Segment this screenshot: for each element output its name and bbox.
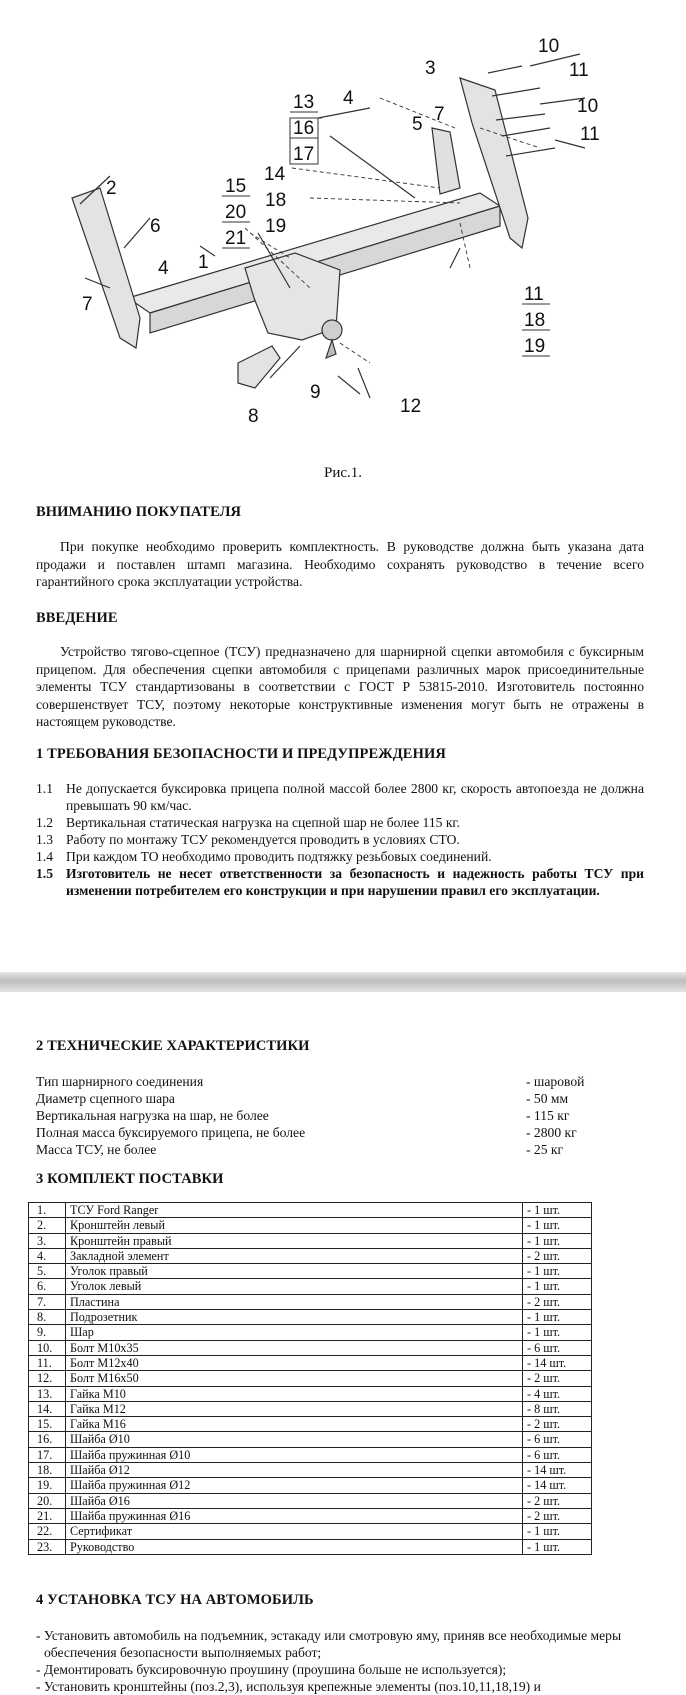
kit-item-name: Пластина [66, 1294, 523, 1309]
callout-21: 21 [225, 228, 247, 249]
kit-item-qty: - 1 шт. [523, 1218, 592, 1233]
kit-item-name: Болт М16х50 [66, 1371, 523, 1386]
table-row [29, 1508, 592, 1523]
callout-19: 19 [265, 216, 287, 237]
spec-row: Тип шарнирного соединения - шаровой [36, 1074, 585, 1089]
callout-15: 15 [225, 176, 247, 197]
callout-7-left: 7 [82, 294, 93, 315]
callout-7-top: 7 [434, 104, 445, 125]
table-row [29, 1340, 592, 1355]
kit-item-qty: - 6 шт. [523, 1432, 592, 1447]
safety-item: 1.2 Вертикальная статическая нагрузка на сцепной шар не более 115 кг. [36, 815, 460, 830]
kit-item-name: Гайка М16 [66, 1417, 523, 1432]
kit-item-name: Шайба Ø10 [66, 1432, 523, 1447]
install-heading: 4 УСТАНОВКА ТСУ НА АВТОМОБИЛЬ [36, 1592, 314, 1608]
table-row [29, 1386, 592, 1401]
kit-item-number: 2. [29, 1218, 66, 1233]
table-row [29, 1233, 592, 1248]
kit-item-number: 7. [29, 1294, 66, 1309]
assembly-figure [40, 28, 660, 438]
kit-item-number: 17. [29, 1447, 66, 1462]
kit-item-qty: - 6 шт. [523, 1340, 592, 1355]
spec-row: Полная масса буксируемого прицепа, не более - 2800 кг [36, 1125, 577, 1140]
callout-9: 9 [310, 382, 321, 403]
kit-item-name: Шайба Ø16 [66, 1493, 523, 1508]
callout-16: 16 [293, 118, 315, 139]
table-row [29, 1355, 592, 1370]
kit-item-qty: - 1 шт. [523, 1233, 592, 1248]
kit-item-name: Закладной элемент [66, 1248, 523, 1263]
table-row [29, 1294, 592, 1309]
kit-item-name: Гайка М10 [66, 1386, 523, 1401]
kit-item-name: Шайба Ø12 [66, 1463, 523, 1478]
specs-heading: 2 ТЕХНИЧЕСКИЕ ХАРАКТЕРИСТИКИ [36, 1038, 310, 1054]
kit-item-qty: - 6 шт. [523, 1447, 592, 1462]
kit-item-number: 12. [29, 1371, 66, 1386]
kit-item-name: Болт М12х40 [66, 1355, 523, 1370]
table-row [29, 1463, 592, 1478]
intro-text: Устройство тягово-сцепное (ТСУ) предназначено для шарнирной сцепки автомобиля с буксирным прицепом. Для обеспечения сцепки автомобиля с прицепами различных марок присоединительные элементы ТСУ стандартизованы в соответствии с ГОСТ Р 53815-2010. Изготовитель постоянно совершенствует ТСУ, поэтому некоторые конструктивные изменения могут быть не отражены в настоящем руководстве. [36, 644, 644, 729]
kit-item-qty: - 2 шт. [523, 1371, 592, 1386]
kit-item-qty: - 1 шт. [523, 1539, 592, 1554]
kit-item-name: Болт М10х35 [66, 1340, 523, 1355]
callout-18-bottom: 18 [524, 310, 546, 331]
callout-2: 2 [106, 178, 117, 199]
callout-11-mid: 11 [580, 124, 600, 145]
kit-item-qty: - 14 шт. [523, 1463, 592, 1478]
safety-item: 1.4 При каждом ТО необходимо проводить подтяжку резьбовых соединений. [36, 849, 492, 864]
kit-item-number: 21. [29, 1508, 66, 1523]
kit-item-number: 5. [29, 1264, 66, 1279]
kit-item-name: Шайба пружинная Ø10 [66, 1447, 523, 1462]
intro-heading: ВВЕДЕНИЕ [36, 610, 118, 626]
kit-item-name: Сертификат [66, 1524, 523, 1539]
table-row [29, 1203, 592, 1218]
kit-item-number: 3. [29, 1233, 66, 1248]
table-row [29, 1432, 592, 1447]
table-row [29, 1478, 592, 1493]
spec-row: Диаметр сцепного шара - 50 мм [36, 1091, 569, 1106]
kit-item-number: 4. [29, 1248, 66, 1263]
safety-item: 1.1 Не допускается буксировка прицепа полной массой более 2800 кг, скорость автопоезда не должна превышать 90 км/час. [36, 781, 644, 813]
callout-10-top: 10 [538, 36, 560, 57]
safety-item: 1.3 Работу по монтажу ТСУ рекомендуется проводить в условиях СТО. [36, 832, 460, 847]
kit-item-qty: - 2 шт. [523, 1248, 592, 1263]
kit-item-qty: - 2 шт. [523, 1417, 592, 1432]
kit-item-number: 15. [29, 1417, 66, 1432]
kit-item-name: Уголок правый [66, 1264, 523, 1279]
kit-item-name: Кронштейн левый [66, 1218, 523, 1233]
kit-item-qty: - 1 шт. [523, 1203, 592, 1218]
kit-item-qty: - 14 шт. [523, 1478, 592, 1493]
kit-item-number: 10. [29, 1340, 66, 1355]
callout-11-top: 11 [569, 60, 589, 81]
install-step: - Установить кронштейны (поз.2,3), используя крепежные элементы (поз.10,11,18,19) и [36, 1679, 541, 1694]
kit-table [28, 1202, 592, 1555]
kit-item-name: Уголок левый [66, 1279, 523, 1294]
kit-item-number: 20. [29, 1493, 66, 1508]
table-row [29, 1493, 592, 1508]
callout-11-bottom: 11 [524, 284, 544, 305]
table-row [29, 1264, 592, 1279]
kit-item-number: 9. [29, 1325, 66, 1340]
callout-12: 12 [400, 396, 422, 417]
kit-item-qty: - 1 шт. [523, 1325, 592, 1340]
callout-8: 8 [248, 406, 259, 427]
callout-17: 17 [293, 144, 315, 165]
callout-14: 14 [264, 164, 286, 185]
towbar-drawing [40, 28, 660, 438]
table-row [29, 1417, 592, 1432]
kit-item-qty: - 2 шт. [523, 1294, 592, 1309]
install-list [36, 1627, 636, 1695]
callout-1: 1 [198, 252, 209, 273]
kit-item-qty: - 14 шт. [523, 1355, 592, 1370]
table-row [29, 1371, 592, 1386]
callout-6: 6 [150, 216, 161, 237]
install-step: - Демонтировать буксировочную проушину (проушина больше не используется); [36, 1662, 507, 1677]
install-step: - Установить автомобиль на подъемник, эстакаду или смотровую яму, приняв все необходимые меры обеспечения безопасности выполняемых работ; [36, 1628, 622, 1660]
kit-heading: 3 КОМПЛЕКТ ПОСТАВКИ [36, 1171, 224, 1187]
kit-item-qty: - 8 шт. [523, 1401, 592, 1416]
kit-item-number: 11. [29, 1355, 66, 1370]
table-row [29, 1401, 592, 1416]
callout-4-top: 4 [343, 88, 354, 109]
kit-item-name: Гайка М12 [66, 1401, 523, 1416]
table-row [29, 1248, 592, 1263]
callout-10-mid: 10 [577, 96, 599, 117]
table-row [29, 1310, 592, 1325]
callout-5: 5 [412, 114, 423, 135]
callout-18: 18 [265, 190, 287, 211]
callout-3: 3 [425, 58, 436, 79]
kit-item-number: 13. [29, 1386, 66, 1401]
kit-item-number: 8. [29, 1310, 66, 1325]
spec-row: Вертикальная нагрузка на шар, не более - 115 кг [36, 1108, 570, 1123]
callout-4-left: 4 [158, 258, 169, 279]
callout-20: 20 [225, 202, 247, 223]
table-row [29, 1539, 592, 1554]
kit-item-qty: - 2 шт. [523, 1493, 592, 1508]
notice-text: При покупке необходимо проверить комплектность. В руководстве должна быть указана дата продажи и поставлен штамп магазина. Необходимо сохранять руководство в течение всего гарантийного срока эксплуатации устройства. [36, 539, 644, 589]
table-row [29, 1279, 592, 1294]
kit-item-qty: - 4 шт. [523, 1386, 592, 1401]
callout-19-bottom: 19 [524, 336, 546, 357]
spec-row: Масса ТСУ, не более - 25 кг [36, 1142, 564, 1157]
notice-heading: ВНИМАНИЮ ПОКУПАТЕЛЯ [36, 504, 242, 520]
kit-item-qty: - 1 шт. [523, 1279, 592, 1294]
kit-item-qty: - 1 шт. [523, 1264, 592, 1279]
kit-item-number: 18. [29, 1463, 66, 1478]
kit-item-qty: - 2 шт. [523, 1508, 592, 1523]
kit-item-number: 14. [29, 1401, 66, 1416]
kit-item-name: Руководство [66, 1539, 523, 1554]
kit-item-number: 6. [29, 1279, 66, 1294]
safety-item-warning: 1.5 Изготовитель не несет ответственности за безопасность и надежность работы ТСУ при изменении потребителем его конструкции и при нарушении правил его эксплуатации. [36, 866, 644, 898]
kit-item-number: 22. [29, 1524, 66, 1539]
table-row [29, 1325, 592, 1340]
page-separator [0, 972, 686, 992]
table-row [29, 1447, 592, 1462]
kit-item-qty: - 1 шт. [523, 1310, 592, 1325]
kit-item-number: 23. [29, 1539, 66, 1554]
kit-item-number: 1. [29, 1203, 66, 1218]
table-row [29, 1524, 592, 1539]
safety-heading: 1 ТРЕБОВАНИЯ БЕЗОПАСНОСТИ И ПРЕДУПРЕЖДЕНИЯ [36, 746, 446, 762]
table-row [29, 1218, 592, 1233]
figure-caption: Рис.1. [323, 465, 363, 481]
kit-item-name: Кронштейн правый [66, 1233, 523, 1248]
kit-item-name: Подрозетник [66, 1310, 523, 1325]
kit-item-qty: - 1 шт. [523, 1524, 592, 1539]
kit-item-name: Шар [66, 1325, 523, 1340]
specs-list [36, 1073, 636, 1158]
kit-item-name: Шайба пружинная Ø16 [66, 1508, 523, 1523]
safety-list [36, 780, 644, 899]
kit-item-number: 16. [29, 1432, 66, 1447]
kit-item-number: 19. [29, 1478, 66, 1493]
kit-item-name: Шайба пружинная Ø12 [66, 1478, 523, 1493]
callout-13: 13 [293, 92, 315, 113]
kit-item-name: ТСУ Ford Ranger [66, 1203, 523, 1218]
